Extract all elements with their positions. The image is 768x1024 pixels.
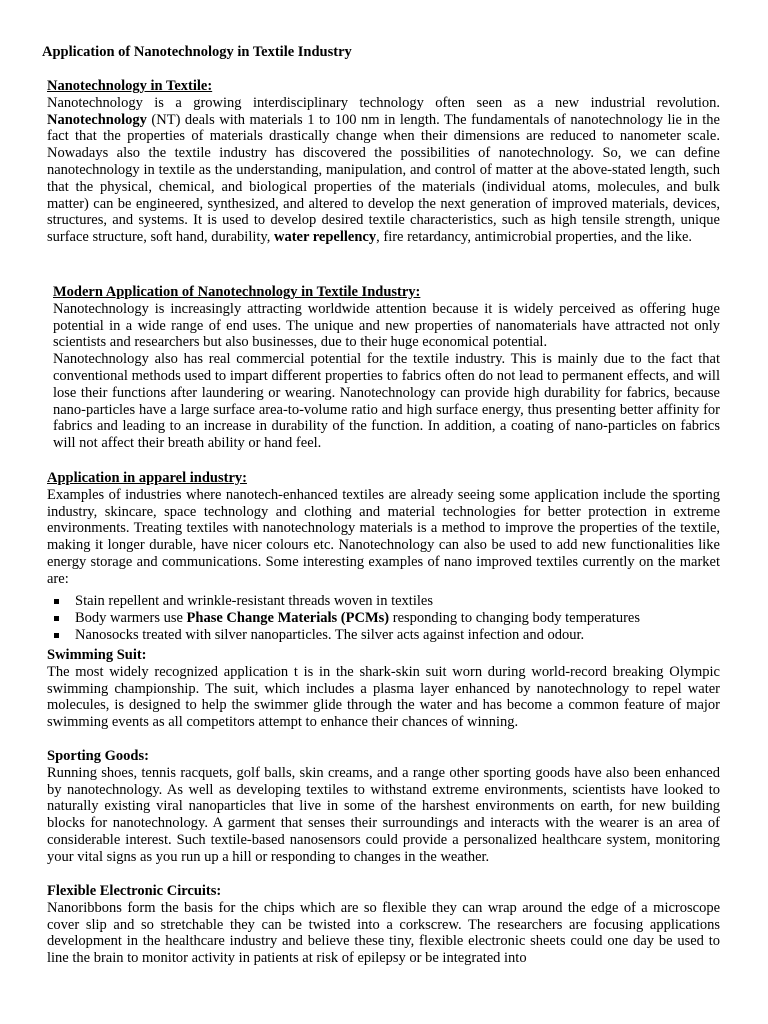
document-title: Application of Nanotechnology in Textile Industry	[42, 44, 352, 60]
section-swimming-suit	[47, 647, 720, 731]
section-paragraph: Running shoes, tennis racquets, golf balls, skin creams, and a range other sporting goods have also been enhanced by nanotechnology. As well as developing textiles to withstand extreme environments, scientists have looked to naturally existing viral nanoparticles that live in some of the harshest environments on earth, for new building blocks for nanotechnology. A garment that senses their surroundings and interacts with the wearer is an area of considerable interest. Such textile-based nanosensors could provide a personalized healthcare system, monitoring your vital signs as you run up a hill or responding to changes in the weather.	[47, 764, 720, 865]
section-paragraph: Examples of industries where nanotech-enhanced textiles are already seeing some application include the sporting industry, skincare, space technology and clothing and material technologies for better protection in extreme environments. Treating textiles with nanotechnology materials is a method to improve the properties of the textile, making it longer durable, have nicer colours etc. Nanotechnology can also be used to add new functionalities like energy storage and communications. Some interesting examples of nano improved textiles currently on the market are:	[47, 486, 720, 587]
section-heading: Flexible Electronic Circuits:	[47, 883, 222, 899]
list-item-text: Body warmers use	[75, 609, 187, 626]
section-flexible-electronic-circuits	[47, 883, 720, 967]
text-run: (NT) deals with materials 1 to 100 nm in length. The fundamentals of nanotechnology lie in the fact that the properties of materials drastically change when their dimensions are reduced to nanometer scale. Nowadays also the textile industry has discovered the possibilities of nanotechnology. So, we can define nanotechnology in textile as the understanding, manipulation, and control of matter at the above-stated length, such that the physical, chemical, and biological properties of the materials (individual atoms, molecules, and bulk matter) can be engineered, synthesized, and altered to develop the next generation of improved materials, devices, structures, and systems. It is used to develop desired textile characteristics, such as high tensile strength, unique surface structure, soft hand, durability,	[47, 111, 720, 246]
bullet-icon	[54, 633, 59, 638]
section-paragraph: Nanotechnology also has real commercial potential for the textile industry. This is mainly due to the fact that conventional methods used to impart different properties to fabrics often do not lead to permanent effects, and will lose their functions after laundering or wearing. Nanotechnology can provide high durability for fabrics, because nano-particles have a large surface area-to-volume ratio and high surface energy, thus presenting better affinity for fabrics and leading to an increase in durability of the function. In addition, a coating of nano-particles on fabrics will not affect their breath ability or hand feel.	[53, 351, 720, 452]
section-apparel-industry	[47, 470, 720, 645]
list-item-text: responding to changing body temperatures	[389, 609, 640, 626]
bullet-icon	[54, 599, 59, 604]
list-item	[47, 627, 720, 644]
section-heading: Application in apparel industry:	[47, 470, 247, 486]
section-heading: Sporting Goods:	[47, 748, 149, 764]
list-item	[47, 593, 720, 610]
list-item-text: Stain repellent and wrinkle-resistant threads woven in textiles	[75, 592, 433, 609]
list-item-text: Nanosocks treated with silver nanoparticles. The silver acts against infection and odour.	[75, 627, 585, 644]
text-run: , fire retardancy, antimicrobial properties, and the like.	[376, 229, 693, 246]
examples-list	[47, 593, 720, 645]
section-nanotechnology-in-textile	[47, 78, 720, 246]
bold-term: Phase Change Materials (PCMs)	[186, 609, 390, 626]
text-run: Nanotechnology is a growing interdisciplinary technology often seen as a new industrial revolution.	[47, 94, 720, 111]
section-heading: Nanotechnology in Textile:	[47, 78, 213, 94]
section-sporting-goods	[47, 748, 720, 866]
section-paragraph: Nanotechnology is increasingly attracting worldwide attention because it is widely perceived as offering huge potential in a wide range of end uses. The unique and new properties of nanomaterials have attracted not only scientists and researchers but also businesses, due to their huge economical potential.	[53, 300, 720, 351]
section-paragraph: The most widely recognized application t is in the shark-skin suit worn during world-record breaking Olympic swimming championship. The suit, which includes a plasma layer enhanced by nanotechnology to repel water molecules, is designed to help the swimmer glide through the water and has become a common feature of major swimming events as all competitors attempt to enhance their chances of winning.	[47, 663, 720, 731]
list-item	[47, 610, 720, 627]
bold-term: water repellency	[273, 229, 377, 246]
section-modern-application	[53, 284, 720, 452]
section-paragraph: Nanoribbons form the basis for the chips which are so flexible they can wrap around the edge of a microscope cover slip and so stretchable they can be twisted into a corkscrew. The researchers are focusing applications development in the healthcare industry and believe these tiny, flexible electronic sheets could one day be used to line the brain to monitor activity in patients at risk of epilepsy or be integrated into	[47, 899, 720, 967]
section-paragraph	[47, 95, 720, 246]
section-heading: Swimming Suit:	[47, 647, 147, 663]
bold-term: Nanotechnology	[47, 111, 147, 128]
bullet-icon	[54, 616, 59, 621]
section-heading: Modern Application of Nanotechnology in Textile Industry:	[53, 284, 421, 300]
